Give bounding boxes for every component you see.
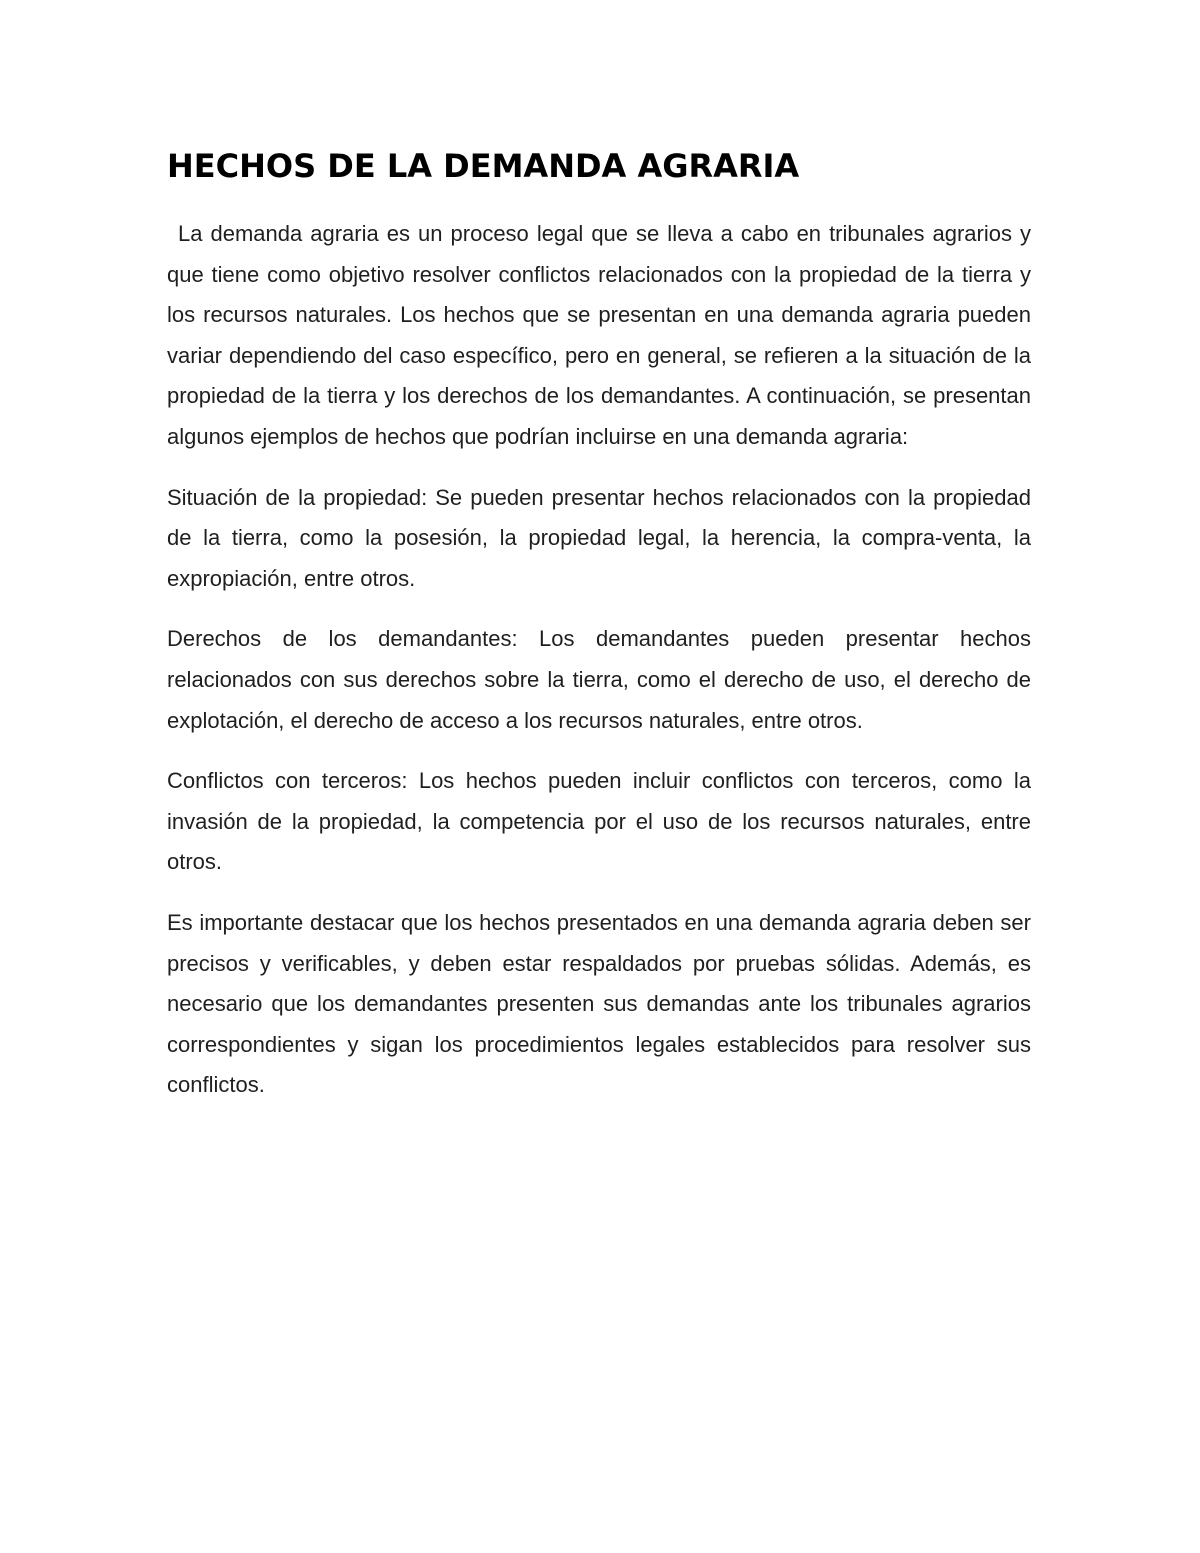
paragraph-conflictos-terceros: Conflictos con terceros: Los hechos pueden incluir conflictos con terceros, como la invasión de la propiedad, la competencia por el uso de los recursos naturales, entre otros. xyxy=(167,768,1031,875)
paragraph-conclusion: Es importante destacar que los hechos presentados en una demanda agraria deben ser precisos y verificables, y deben estar respaldados por pruebas sólidas. Además, es necesario que los demandantes presenten sus demandas ante los tribunales agrarios correspondientes y sigan los procedimientos legales establecidos para resolver sus conflictos. xyxy=(167,909,1031,1098)
paragraph-intro: La demanda agraria es un proceso legal que se lleva a cabo en tribunales agrarios y que tiene como objetivo resolver conflictos relacionados con la propiedad de la tierra y los recursos naturales. Los hechos que se presentan en una demanda agraria pueden variar dependiendo del caso específico, pero en general, se refieren a la situación de la propiedad de la tierra y los derechos de los demandantes. A continuación, se presentan algunos ejemplos de hechos que podrían incluirse en una demanda agraria: xyxy=(167,221,1031,449)
paragraph-situacion-propiedad: Situación de la propiedad: Se pueden presentar hechos relacionados con la propiedad de la tierra, como la posesión, la propiedad legal, la herencia, la compra-venta, la expropiación, entre otros. xyxy=(167,484,1031,591)
document-body xyxy=(167,140,1031,1126)
document-title: HECHOS DE LA DEMANDA AGRARIA xyxy=(167,147,800,185)
paragraph-derechos-demandantes: Derechos de los demandantes: Los demandantes pueden presentar hechos relacionados con sus derechos sobre la tierra, como el derecho de uso, el derecho de explotación, el derecho de acceso a los recursos naturales, entre otros. xyxy=(167,626,1031,733)
